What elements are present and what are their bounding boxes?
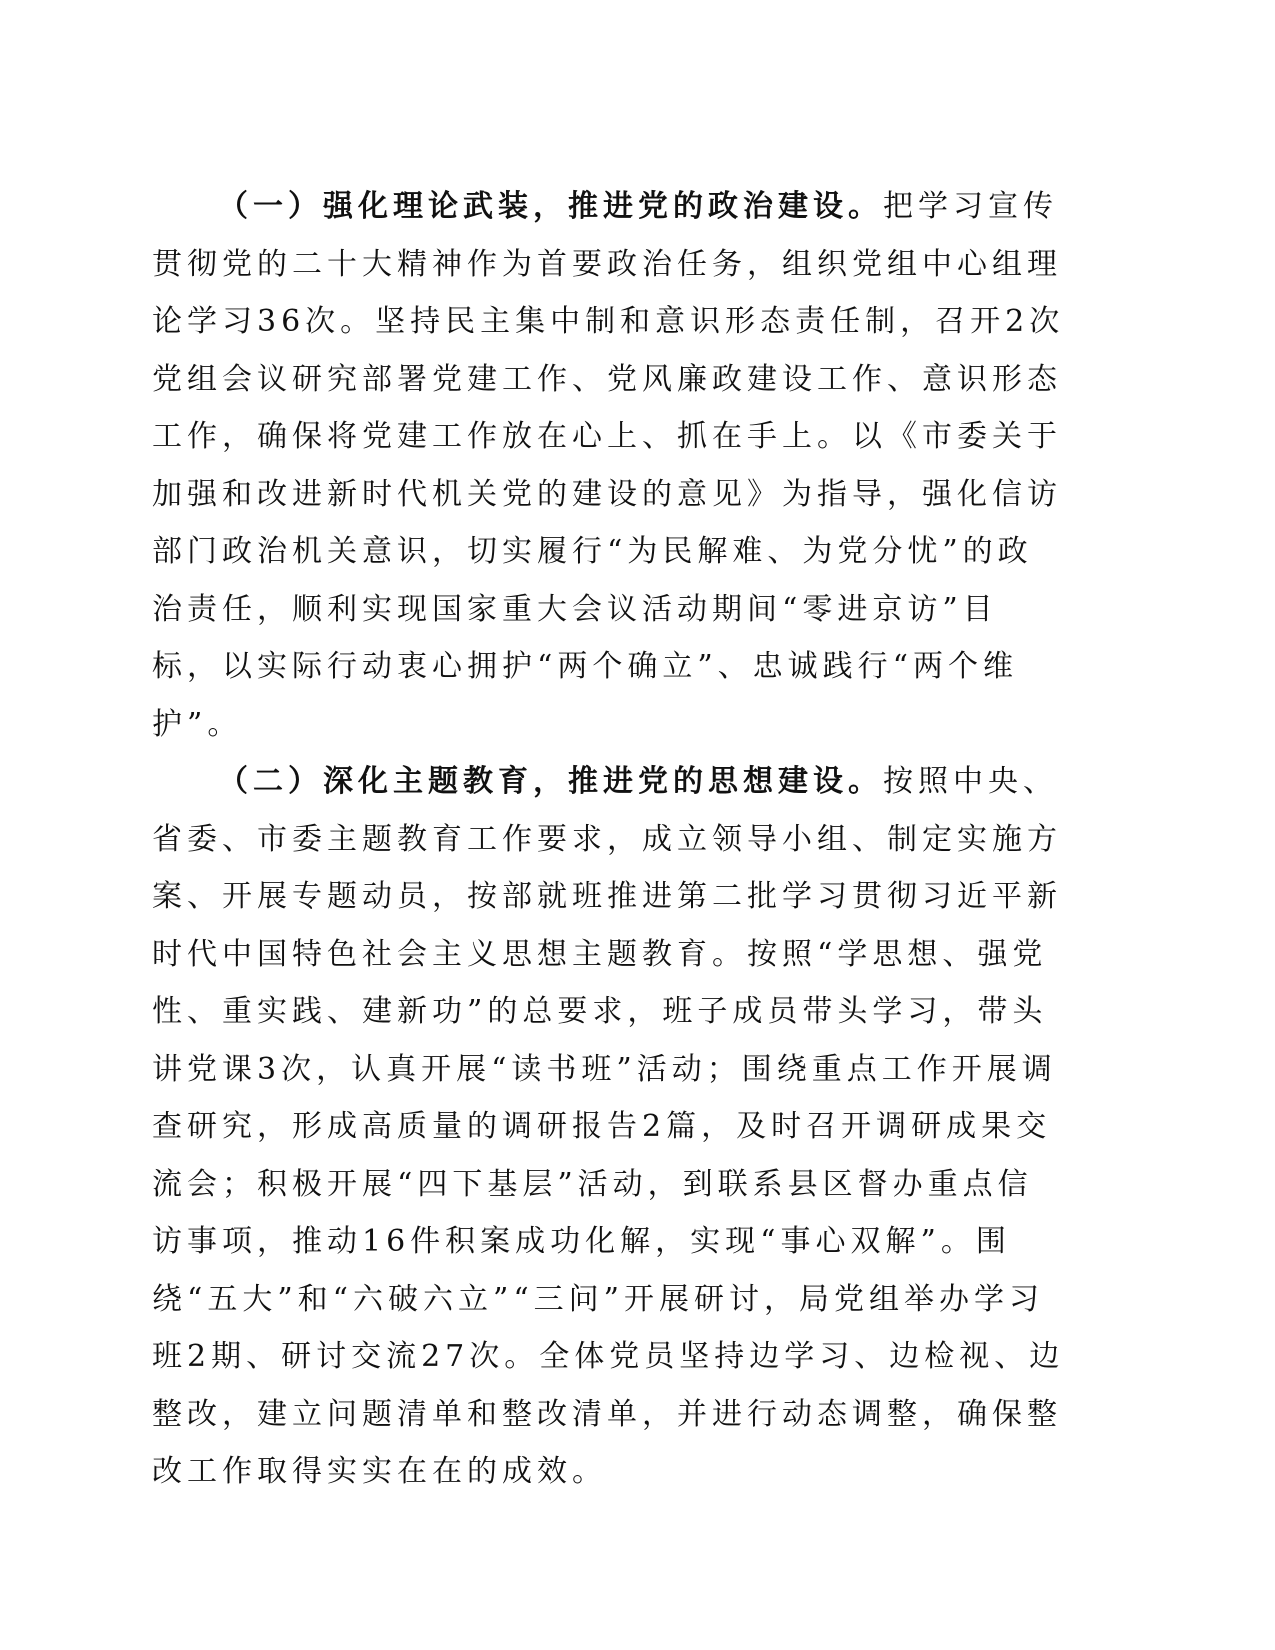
paragraph-heading: （二）深化主题教育，推进党的思想建设。 [218,764,883,799]
paragraph-ideological-building [152,753,1067,1501]
paragraph-heading: （一）强化理论武装，推进党的政治建设。 [218,189,883,224]
paragraph-political-building [152,178,1067,753]
paragraph-text: 把学习宣传贯彻党的二十大精神作为首要政治任务，组织党组中心组理论学习36次。坚持民主集中制和意识形态责任制，召开2次党组会议研究部署党建工作、党风廉政建设工作、意识形态工作，确保将党建工作放在心上、抓在手上。以《市委关于加强和改进新时代机关党的建设的意见》为指导，强化信访部门政治机关意识，切实履行“为民解难、为党分忧”的政治责任，顺利实现国家重大会议活动期间“零进京访”目标，以实际行动衷心拥护“两个确立”、忠诚践行“两个维护”。 [152,189,1065,742]
document-body [152,178,1067,1501]
paragraph-text: 按照中央、省委、市委主题教育工作要求，成立领导小组、制定实施方案、开展专题动员，按部就班推进第二批学习贯彻习近平新时代中国特色社会主义思想主题教育。按照“学思想、强党性、重实践、建新功”的总要求，班子成员带头学习，带头讲党课3次，认真开展“读书班”活动；围绕重点工作开展调查研究，形成高质量的调研报告2篇，及时召开调研成果交流会；积极开展“四下基层”活动，到联系县区督办重点信访事项，推动16件积案成功化解，实现“事心双解”。围绕“五大”和“六破六立”“三问”开展研讨，局党组举办学习班2期、研讨交流27次。全体党员坚持边学习、边检视、边整改，建立问题清单和整改清单，并进行动态调整，确保整改工作取得实实在在的成效。 [152,764,1065,1489]
